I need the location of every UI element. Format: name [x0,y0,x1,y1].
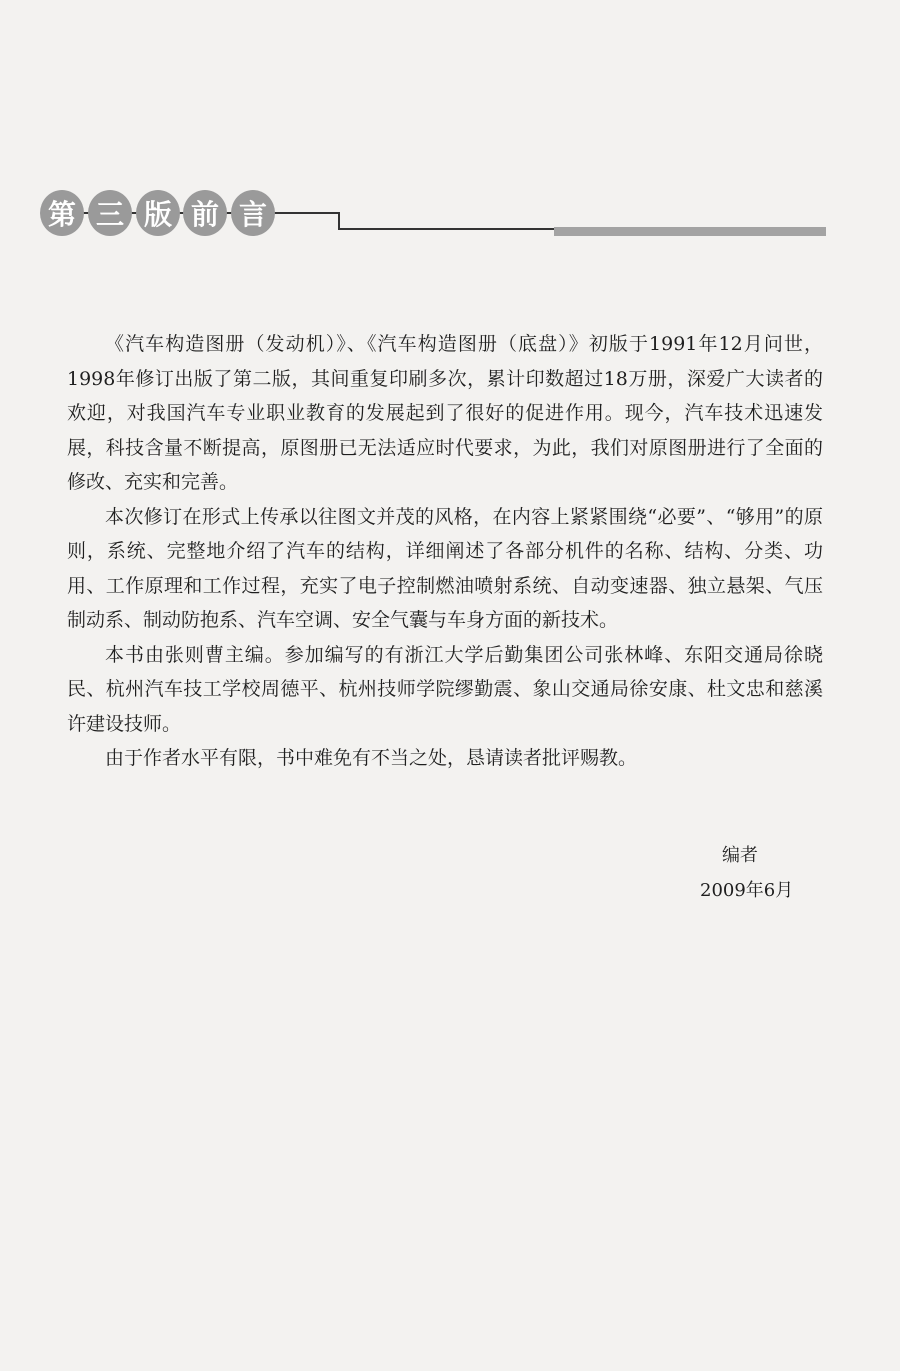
heading-char-circle: 前 [183,190,227,236]
preface-body [67,327,823,776]
heading-char-circle: 言 [231,190,275,236]
heading-lower-line [338,228,556,230]
section-heading [40,190,830,240]
paragraph: 本书由张则曹主编。参加编写的有浙江大学后勤集团公司张林峰、东阳交通局徐晓民、杭州汽车技工学校周德平、杭州技师学院缪勤震、象山交通局徐安康、杜文忠和慈溪许建设技师。 [67,643,823,735]
paragraph: 本次修订在形式上传承以往图文并茂的风格，在内容上紧紧围绕“必要”、“够用”的原则，系统、完整地介绍了汽车的结构，详细阐述了各部分机件的名称、结构、分类、功用、工作原理和工作过程，充实了电子控制燃油喷射系统、自动变速器、独立悬架、气压制动系、制动防抱系、汽车空调、安全气囊与车身方面的新技术。 [67,505,823,631]
paragraph: 由于作者水平有限，书中难免有不当之处，恳请读者批评赐教。 [105,747,638,769]
paragraph: 《汽车构造图册（发动机）》、《汽车构造图册（底盘）》初版于1991年12月问世，1998年修订出版了第二版，其间重复印刷多次，累计印数超过18万册，深爱广大读者的欢迎，对我国汽车专业职业教育的发展起到了很好的促进作用。现今，汽车技术迅速发展，科技含量不断提高，原图册已无法适应时代要求，为此，我们对原图册进行了全面的修改、充实和完善。 [67,333,823,493]
signature-author: 编者 [722,845,758,866]
heading-char-circle: 版 [136,190,180,236]
heading-gray-bar [554,227,826,236]
heading-char-circle: 第 [40,190,84,236]
heading-char-circle: 三 [88,190,132,236]
signature-date: 2009年6月 [700,880,794,901]
